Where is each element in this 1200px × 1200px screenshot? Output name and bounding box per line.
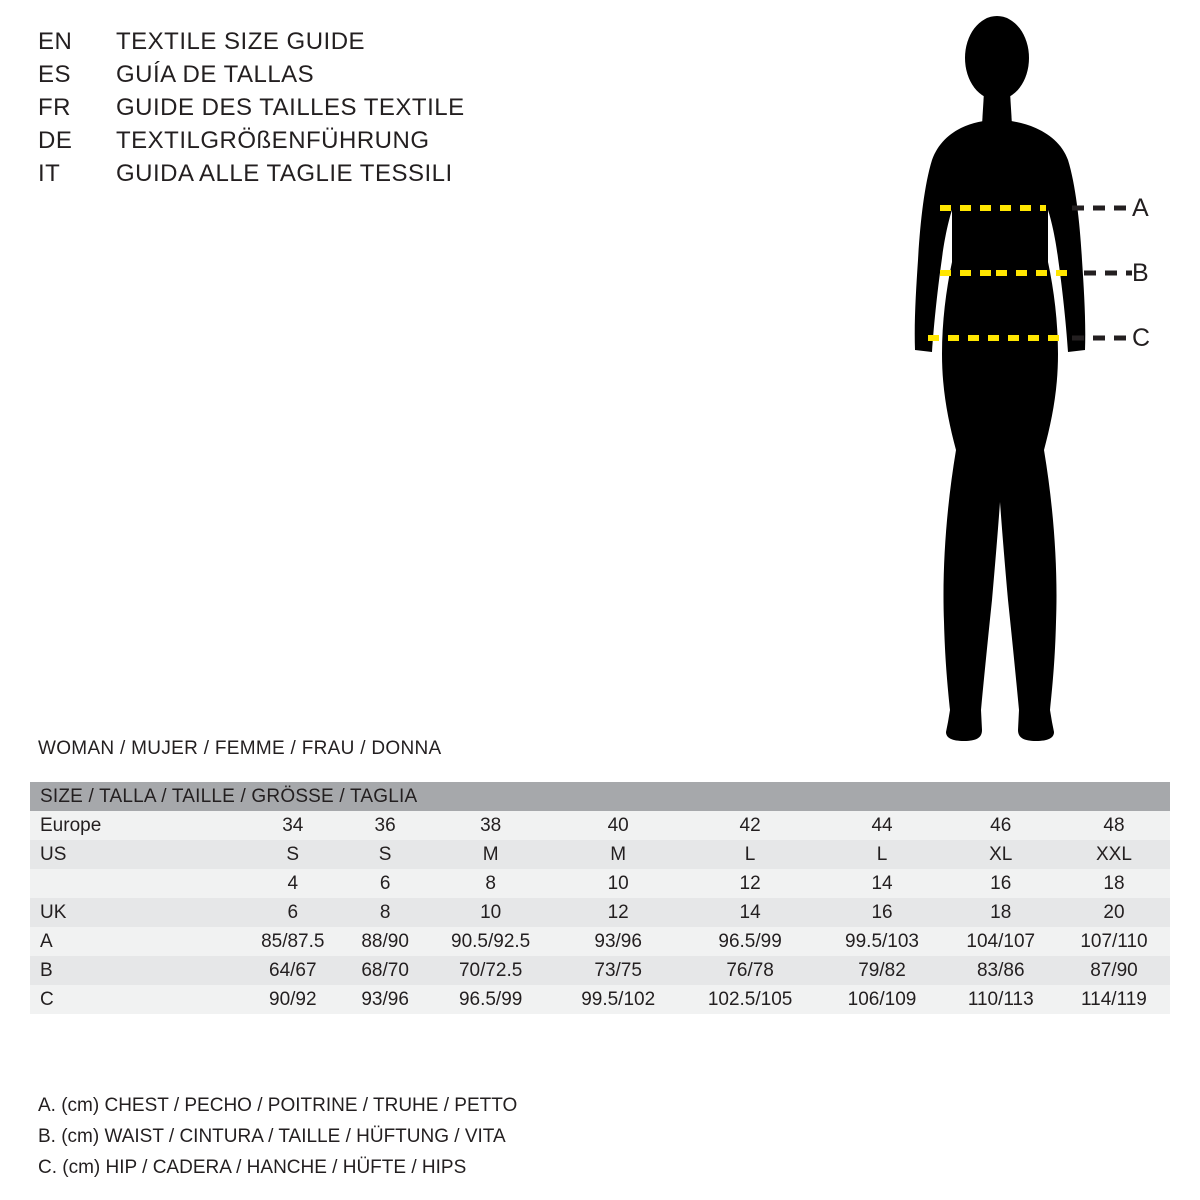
cell: 38 [480,814,502,836]
language-code: IT [38,160,61,187]
cell: S [286,843,300,865]
language-title: TEXTILE SIZE GUIDE [116,28,366,55]
cell: 88/90 [361,930,409,952]
table-header-row [30,782,1170,811]
table-row [30,811,1170,840]
size-table [30,782,1170,1014]
chest-marker-label: A [1132,194,1149,222]
language-title-list [38,28,658,193]
cell: 79/82 [858,959,906,981]
cell: 93/96 [361,988,409,1010]
waist-marker-label: B [1132,259,1149,287]
cell: L [876,843,888,865]
cell: 34 [282,814,304,836]
language-row [38,160,658,193]
cell: 10 [607,872,629,894]
cell: 104/107 [966,930,1036,952]
cell: 96.5/99 [718,930,782,952]
cell: 16 [871,901,893,923]
language-code: DE [38,127,73,154]
language-row [38,127,658,160]
language-code: EN [38,28,73,55]
row-label: A [40,930,53,952]
cell: 10 [480,901,502,923]
cell: 8 [485,872,496,894]
table-header-label: SIZE / TALLA / TAILLE / GRÖSSE / TAGLIA [40,785,418,807]
cell: 107/110 [1080,930,1148,952]
language-code: ES [38,61,72,88]
table-row [30,840,1170,869]
section-title: WOMAN / MUJER / FEMME / FRAU / DONNA [38,738,442,759]
cell: 110/113 [967,988,1034,1010]
hip-marker-label: C [1132,324,1151,352]
cell: 12 [739,872,761,894]
cell: 40 [607,814,629,836]
cell: 6 [379,872,391,894]
cell: 46 [990,814,1012,836]
footnote-chest: A. (cm) CHEST / PECHO / POITRINE / TRUHE / PETTO [38,1095,518,1116]
cell: M [610,843,627,865]
footnote-hip: C. (cm) HIP / CADERA / HANCHE / HÜFTE / HIPS [38,1157,467,1178]
cell: 16 [990,872,1012,894]
cell: XL [989,843,1013,865]
cell: 4 [287,872,299,894]
row-label: UK [40,901,67,923]
cell: 102.5/105 [707,988,793,1010]
measurement-figure [860,10,1190,750]
table-row [30,869,1170,898]
cell: 93/96 [594,930,642,952]
cell: 18 [990,901,1012,923]
cell: M [482,843,499,865]
cell: 85/87.5 [261,930,325,952]
cell: 42 [739,814,761,836]
cell: 73/75 [594,959,642,981]
measurement-lines [860,10,1190,750]
cell: L [744,843,756,865]
cell: 14 [871,872,893,894]
cell: 114/119 [1081,988,1147,1010]
row-label: US [40,843,67,865]
language-title: GUÍA DE TALLAS [116,61,315,88]
language-row [38,28,658,61]
cell: 14 [739,901,761,923]
cell: 8 [379,901,391,923]
cell: 83/86 [976,959,1025,981]
row-label [30,869,240,898]
cell: XXL [1096,843,1132,865]
cell: 96.5/99 [458,988,523,1010]
language-row [38,94,658,127]
table-row [30,985,1170,1014]
cell: 36 [374,814,396,836]
cell: 90.5/92.5 [451,930,531,952]
cell: 68/70 [361,959,409,981]
cell: 99.5/103 [845,930,919,952]
cell: 44 [871,814,893,836]
cell: 20 [1103,901,1125,923]
row-label: B [40,959,53,981]
cell: 106/109 [847,988,917,1010]
cell: 70/72.5 [458,959,523,981]
cell: 76/78 [726,959,774,981]
row-label: Europe [40,814,102,836]
cell: 99.5/102 [581,988,656,1010]
footnote-waist: B. (cm) WAIST / CINTURA / TAILLE / HÜFTUNG / VITA [38,1126,506,1147]
cell: 18 [1103,872,1125,894]
footnote-list [38,1090,838,1183]
row-label: C [40,988,54,1010]
cell: 64/67 [269,959,317,981]
table-row [30,956,1170,985]
language-row [38,61,658,94]
cell: 6 [287,901,299,923]
cell: 87/90 [1090,959,1138,981]
cell: 90/92 [269,988,317,1010]
language-title: GUIDE DES TAILLES TEXTILE [116,94,465,121]
table-row [30,927,1170,956]
language-title: GUIDA ALLE TAGLIE TESSILI [116,160,453,187]
cell: S [378,843,392,865]
language-code: FR [38,94,71,121]
cell: 12 [607,901,629,923]
language-title: TEXTILGRÖßENFÜHRUNG [116,127,430,154]
cell: 48 [1103,814,1125,836]
table-row [30,898,1170,927]
